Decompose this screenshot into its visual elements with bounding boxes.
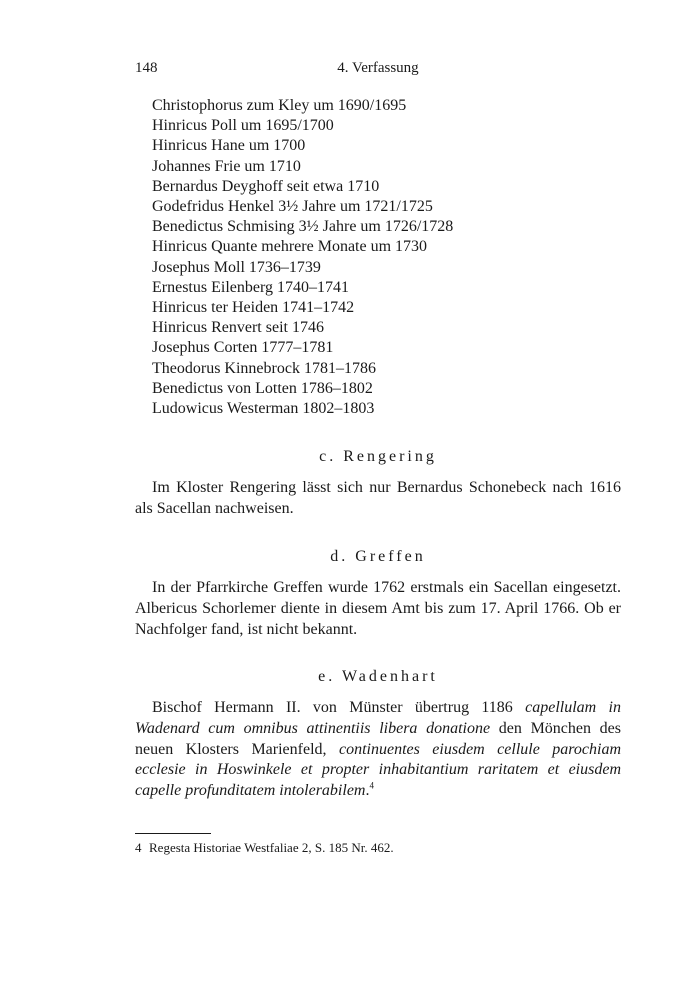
footnote-number: 4 [135, 840, 142, 855]
section-heading-greffen: d. Greffen [330, 548, 426, 565]
list-item: Godefridus Henkel 3½ Jahre um 1721/1725 [152, 198, 433, 216]
list-item: Christophorus zum Kley um 1690/1695 [152, 97, 407, 114]
sacellan-list [152, 96, 453, 419]
list-item: Benedictus Schmising 3½ Jahre um 1726/1728 [152, 218, 454, 236]
list-item: Hinricus Hane um 1700 [152, 137, 306, 155]
paragraph-greffen: In der Pfarrkirche Greffen wurde 1762 erstmals ein Sacellan eingesetzt. Albericus Schorlemer diente in diesem Amt bis zum 17. April 1766. Ob er Nachfolger fand, ist nicht bekannt. [135, 579, 621, 638]
list-item: Hinricus Poll um 1695/1700 [152, 117, 334, 135]
footnote [135, 840, 394, 856]
paragraph-text: den Mönchen des neuen Klosters Marienfeld, [135, 719, 622, 758]
list-item: Josephus Moll 1736–1739 [152, 258, 321, 276]
paragraph-wadenhart [135, 698, 621, 802]
footnote-text: Regesta Historiae Westfaliae 2, S. 185 Nr. 462. [149, 840, 394, 855]
paragraph-text: Bischof Hermann II. von Münster übertrug 1186 [152, 699, 526, 716]
footnote-reference[interactable]: 4 [369, 780, 374, 791]
paragraph-rengering: Im Kloster Rengering lässt sich nur Bernardus Schonebeck nach 1616 als Sacellan nachweisen. [135, 479, 621, 517]
latin-quote: capellulam in Wadenard cum omnibus attinentiis libera donatione [135, 699, 621, 737]
list-item: Hinricus ter Heiden 1741–1742 [152, 299, 355, 317]
list-item: Hinricus Renvert seit 1746 [152, 319, 324, 337]
paragraph-text: . [365, 782, 370, 800]
latin-quote: continuentes eiusdem cellule parochiam ecclesie in Hoswinkele et propter inhabitantium raritatem et eiusdem capelle profunditatem intolerabilem [135, 740, 621, 800]
footnote-divider [135, 833, 211, 834]
list-item: Ludowicus Westerman 1802–1803 [152, 400, 375, 418]
list-item: Ernestus Eilenberg 1740–1741 [152, 278, 350, 296]
list-item: Bernardus Deyghoff seit etwa 1710 [152, 177, 380, 195]
list-item: Benedictus von Lotten 1786–1802 [152, 379, 373, 397]
page-number: 148 [135, 60, 158, 76]
list-item: Theodorus Kinnebrock 1781–1786 [152, 359, 376, 377]
list-item: Johannes Frie um 1710 [152, 157, 301, 175]
section-heading-wadenhart: e. Wadenhart [318, 668, 438, 685]
section-heading-rengering: c. Rengering [319, 448, 437, 465]
page-header [135, 60, 621, 84]
running-head: 4. Verfassung [337, 60, 419, 76]
list-item: Hinricus Quante mehrere Monate um 1730 [152, 238, 428, 256]
list-item: Josephus Corten 1777–1781 [152, 339, 334, 357]
